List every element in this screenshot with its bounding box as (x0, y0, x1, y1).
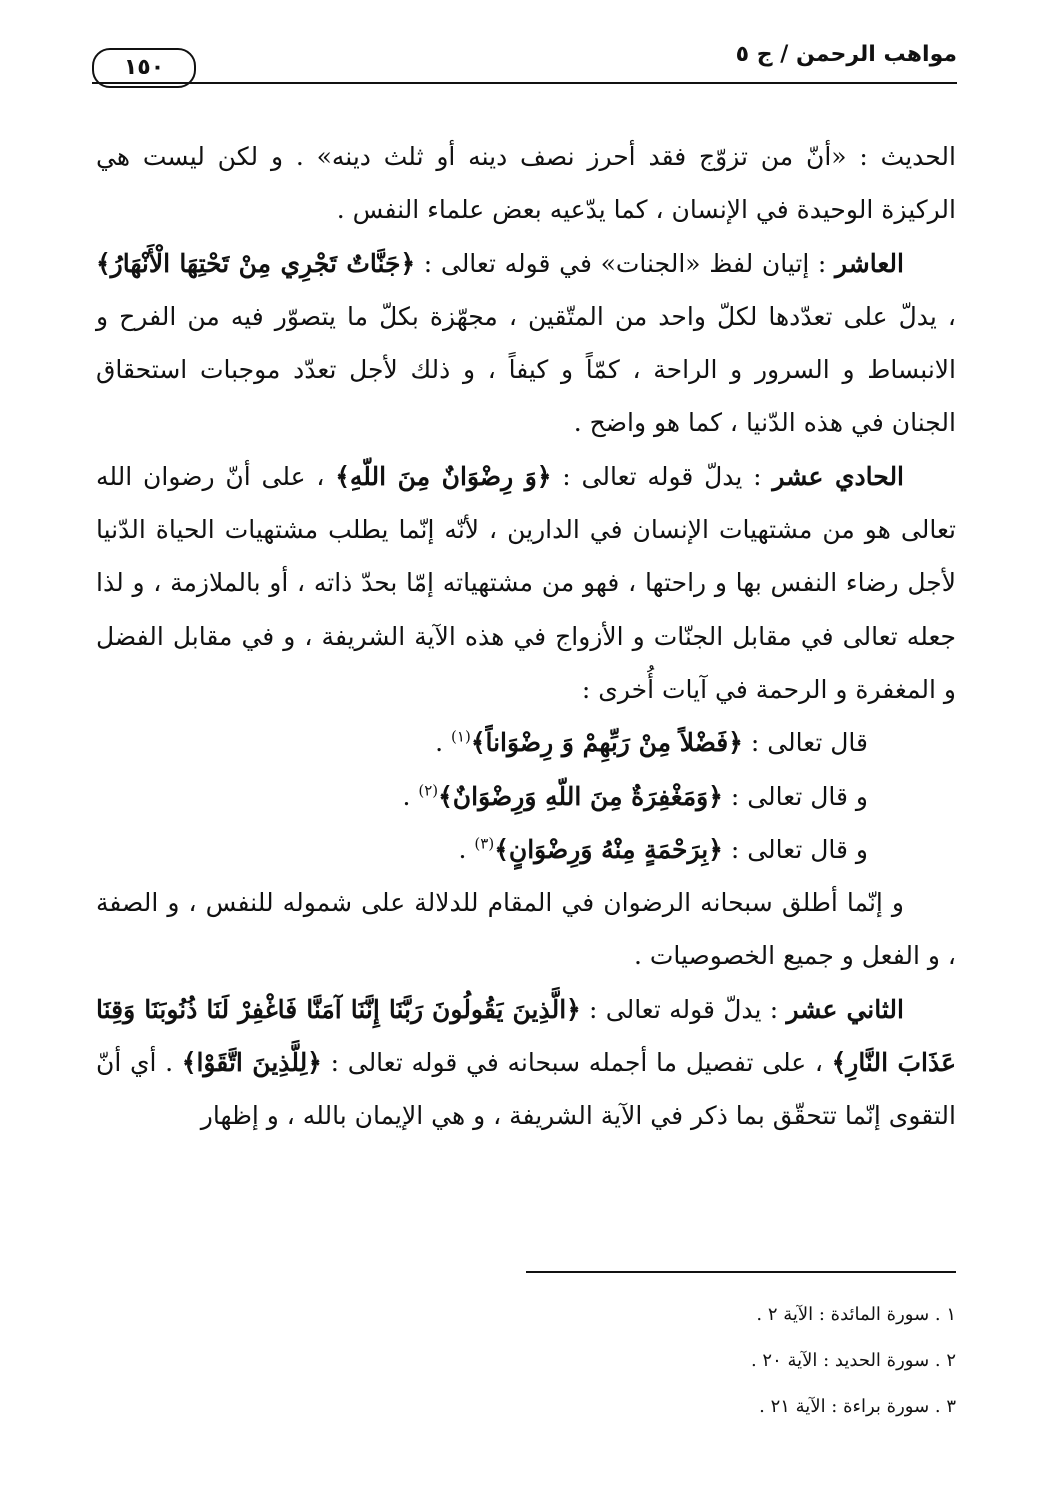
footnote-3: ٣ . سورة براءة : الآية ٢١ . (759, 1396, 956, 1417)
quran-quote: ﴿وَمَغْفِرَةٌ مِنَ اللّهِ وَرِضْوَانٌ﴾ (438, 781, 723, 811)
footnotes (356, 1292, 956, 1430)
verse-lead: و قال تعالى : (722, 834, 868, 864)
paragraph-ridwan (96, 876, 956, 983)
footnote-rule (526, 1271, 956, 1273)
verse-line-3 (96, 823, 956, 876)
paragraph-text: الحديث : «أنّ من تزوّج فقد أحرز نصف دينه أو ثلث دينه» . و لكن ليست هي الركيزة الوحيدة في الإنسان ، كما يدّعيه بعض علماء النفس . (96, 142, 956, 225)
paragraph-continuation (96, 130, 956, 237)
paragraph-text: . أي أنّ التقوى إنّما تتحقّق بما ذكر في الآية الشريفة ، و هي الإيمان بالله ، و إظهار (96, 1048, 956, 1131)
verse-end: . (435, 728, 452, 758)
paragraph-twelfth (96, 983, 956, 1143)
paragraph-text: و إنّما أطلق سبحانه الرضوان في المقام للدلالة على شموله للنفس ، و الصفة ، و الفعل و جميع الخصوصيات . (96, 888, 956, 971)
point-label: الثاني عشر (786, 994, 904, 1024)
footnote-ref: (٣) (474, 834, 495, 853)
verse-lead: قال تعالى : (742, 728, 868, 758)
paragraph-text: ، يدلّ على تعدّدها لكلّ واحد من المتّقين ، مجهّزة بكلّ ما يتصوّر فيه من الفرح و الانبساط و السرور و الراحة ، كمّاً و كيفاً ، و ذلك لأجل تعدّد موجبات استحقاق الجنان في هذه الدّنيا ، كما هو واضح . (96, 301, 956, 438)
footnote-2: ٢ . سورة الحديد : الآية ٢٠ . (750, 1350, 956, 1371)
paragraph-text: : إتيان لفظ «الجنات» في قوله تعالى : (415, 248, 836, 278)
page-number: ١٥٠ (92, 48, 196, 88)
footnote-ref: (١) (451, 727, 471, 746)
quran-quote: ﴿الَّذِينَ يَقُولُونَ رَبَّنَا إِنَّنَا آمَنَّا فَاغْفِرْ لَنَا ذُنُوبَنَا وَقِنَا عَذَابَ النَّارِ﴾ (96, 994, 956, 1078)
quran-quote: ﴿فَضْلاً مِنْ رَبِّهِمْ وَ رِضْوَاناً﴾ (470, 728, 743, 758)
verse-line-2 (96, 770, 956, 823)
body-text (96, 130, 956, 1143)
paragraph-tenth (96, 237, 956, 450)
quran-quote: ﴿جَنَّاتٌ تَجْرِي مِنْ تَحْتِهَا الْأَنْهَارُ﴾ (96, 248, 416, 278)
quran-quote: ﴿لِلَّذِينَ اتَّقَوْا﴾ (181, 1048, 322, 1078)
footnote-1: ١ . سورة المائدة : الآية ٢ . (756, 1304, 956, 1325)
paragraph-text: : يدلّ قوله تعالى : (580, 994, 787, 1024)
paragraph-text: ، على أنّ رضوان الله تعالى هو من مشتهيات الإنسان في الدارين ، لأنّه إنّما يطلب مشتهيات الحياة الدّنيا لأجل رضاء النفس بها و راحتها ، فهو من مشتهياته إمّا بحدّ ذاته ، أو بالملازمة ، و لذا جعله تعالى في مقابل الجنّات و الأزواج في هذه الآية الشريفة ، و في مقابل الفضل و المغفرة و الرحمة في آيات أُخرى : (96, 461, 956, 704)
page-header (92, 38, 957, 90)
header-rule (92, 82, 957, 84)
point-label: العاشر (835, 248, 904, 278)
paragraph-text: : يدلّ قوله تعالى : (551, 461, 773, 491)
running-title: مواهب الرحمن / ج ٥ (735, 42, 957, 67)
paragraph-text: ، على تفصيل ما أجمله سبحانه في قوله تعالى : (321, 1048, 832, 1078)
quran-quote: ﴿بِرَحْمَةٍ مِنْهُ وَرِضْوَانٍ﴾ (494, 834, 723, 864)
verse-lead: و قال تعالى : (722, 781, 868, 811)
verse-end: . (402, 781, 419, 811)
point-label: الحادي عشر (772, 461, 905, 491)
quran-quote: ﴿وَ رِضْوَانٌ مِنَ اللّهِ﴾ (335, 461, 552, 491)
verse-end: . (458, 834, 475, 864)
verse-line-1 (96, 716, 956, 769)
footnote-ref: (٢) (418, 781, 439, 800)
paragraph-eleventh (96, 450, 956, 716)
